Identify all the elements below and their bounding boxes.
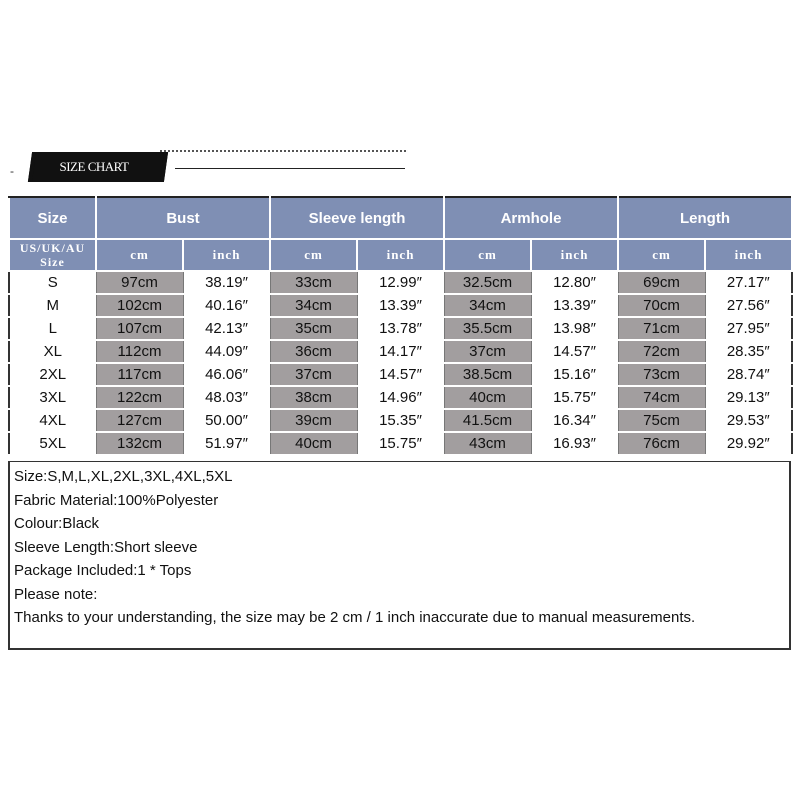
size-cell: 5XL — [9, 432, 96, 455]
cm-value-cell: 38cm — [270, 386, 357, 409]
inch-value-cell: 14.96″ — [357, 386, 444, 409]
col-group-size: Size — [9, 197, 96, 239]
inch-value-cell: 29.92″ — [705, 432, 792, 455]
table-row — [9, 363, 792, 386]
cm-value-cell: 71cm — [618, 317, 705, 340]
cm-value-cell: 72cm — [618, 340, 705, 363]
table-row — [9, 317, 792, 340]
note-line: Thanks to your understanding, the size may be 2 cm / 1 inch inaccurate due to manual measurements. — [14, 609, 696, 626]
table-row — [9, 340, 792, 363]
cm-value-cell: 107cm — [96, 317, 183, 340]
cm-value-cell: 117cm — [96, 363, 183, 386]
size-cell: 4XL — [9, 409, 96, 432]
inch-value-cell: 50.00″ — [183, 409, 270, 432]
col-group-bust: Bust — [96, 197, 270, 239]
header-rule — [175, 168, 405, 169]
cm-value-cell: 122cm — [96, 386, 183, 409]
cm-value-cell: 112cm — [96, 340, 183, 363]
col-group-armhole: Armhole — [444, 197, 618, 239]
note-line: Please note: — [14, 585, 98, 603]
cm-value-cell: 76cm — [618, 432, 705, 455]
size-cell: M — [9, 294, 96, 317]
cm-value-cell: 73cm — [618, 363, 705, 386]
inch-value-cell: 28.35″ — [705, 340, 792, 363]
size-table-body — [9, 271, 792, 455]
inch-value-cell: 38.19″ — [183, 271, 270, 294]
unit-header-row — [9, 239, 792, 271]
cm-value-cell: 37cm — [270, 363, 357, 386]
note-line: Fabric Material:100%Polyester — [14, 491, 219, 509]
unit-label: inch — [357, 239, 444, 271]
size-cell: 3XL — [9, 386, 96, 409]
inch-value-cell: 44.09″ — [183, 340, 270, 363]
inch-value-cell: 29.13″ — [705, 386, 792, 409]
unit-label: inch — [183, 239, 270, 271]
inch-value-cell: 13.39″ — [531, 294, 618, 317]
cm-value-cell: 33cm — [270, 271, 357, 294]
unit-label: cm — [96, 239, 183, 271]
cm-value-cell: 38.5cm — [444, 363, 531, 386]
inch-value-cell: 13.39″ — [357, 294, 444, 317]
size-table-wrapper — [8, 196, 791, 456]
note-line: Size:S,M,L,XL,2XL,3XL,4XL,5XL — [14, 468, 233, 485]
table-row — [9, 409, 792, 432]
size-chart-badge-label: SIZE CHART — [59, 159, 129, 174]
cm-value-cell: 127cm — [96, 409, 183, 432]
unit-label: inch — [705, 239, 792, 271]
table-row — [9, 271, 792, 294]
inch-value-cell: 27.17″ — [705, 271, 792, 294]
cm-value-cell: 75cm — [618, 409, 705, 432]
product-notes — [8, 461, 791, 650]
inch-value-cell: 27.95″ — [705, 317, 792, 340]
col-group-sleeve-length: Sleeve length — [270, 197, 444, 239]
cm-value-cell: 132cm — [96, 432, 183, 455]
inch-value-cell: 42.13″ — [183, 317, 270, 340]
size-cell: S — [9, 271, 96, 294]
note-line: Sleeve Length:Short sleeve — [14, 538, 198, 556]
unit-label: cm — [618, 239, 705, 271]
cm-value-cell: 34cm — [270, 294, 357, 317]
cm-value-cell: 35cm — [270, 317, 357, 340]
inch-value-cell: 27.56″ — [705, 294, 792, 317]
cm-value-cell: 37cm — [444, 340, 531, 363]
table-row — [9, 386, 792, 409]
cm-value-cell: 35.5cm — [444, 317, 531, 340]
inch-value-cell: 14.17″ — [357, 340, 444, 363]
table-row — [9, 294, 792, 317]
note-line: Colour:Black — [14, 515, 100, 532]
inch-value-cell: 12.99″ — [357, 271, 444, 294]
inch-value-cell: 15.16″ — [531, 363, 618, 386]
cm-value-cell: 41.5cm — [444, 409, 531, 432]
inch-value-cell: 15.35″ — [357, 409, 444, 432]
cm-value-cell: 39cm — [270, 409, 357, 432]
inch-value-cell: 15.75″ — [531, 386, 618, 409]
size-chart-header — [0, 150, 800, 190]
size-cell: XL — [9, 340, 96, 363]
inch-value-cell: 46.06″ — [183, 363, 270, 386]
cm-value-cell: 34cm — [444, 294, 531, 317]
inch-value-cell: 48.03″ — [183, 386, 270, 409]
size-table — [8, 196, 793, 456]
col-group-length: Length — [618, 197, 792, 239]
header-dotted-line — [160, 150, 406, 158]
cm-value-cell: 102cm — [96, 294, 183, 317]
inch-value-cell: 13.98″ — [531, 317, 618, 340]
note-line: Package Included:1 * Tops — [14, 562, 192, 579]
inch-value-cell: 51.97″ — [183, 432, 270, 455]
cm-value-cell: 32.5cm — [444, 271, 531, 294]
cm-value-cell: 36cm — [270, 340, 357, 363]
unit-label: cm — [270, 239, 357, 271]
inch-value-cell: 28.74″ — [705, 363, 792, 386]
inch-value-cell: 12.80″ — [531, 271, 618, 294]
cm-value-cell: 69cm — [618, 271, 705, 294]
inch-value-cell: 14.57″ — [531, 340, 618, 363]
unit-label: inch — [531, 239, 618, 271]
unit-label: cm — [444, 239, 531, 271]
inch-value-cell: 29.53″ — [705, 409, 792, 432]
header-dash: - — [10, 164, 14, 178]
table-row — [9, 432, 792, 455]
cm-value-cell: 97cm — [96, 271, 183, 294]
inch-value-cell: 15.75″ — [357, 432, 444, 455]
cm-value-cell: 43cm — [444, 432, 531, 455]
cm-value-cell: 40cm — [444, 386, 531, 409]
cm-value-cell: 70cm — [618, 294, 705, 317]
size-region-label: US/UK/AU Size — [9, 239, 96, 271]
size-cell: L — [9, 317, 96, 340]
inch-value-cell: 16.93″ — [531, 432, 618, 455]
group-header-row — [9, 197, 792, 239]
inch-value-cell: 16.34″ — [531, 409, 618, 432]
size-cell: 2XL — [9, 363, 96, 386]
inch-value-cell: 14.57″ — [357, 363, 444, 386]
inch-value-cell: 13.78″ — [357, 317, 444, 340]
inch-value-cell: 40.16″ — [183, 294, 270, 317]
cm-value-cell: 40cm — [270, 432, 357, 455]
cm-value-cell: 74cm — [618, 386, 705, 409]
